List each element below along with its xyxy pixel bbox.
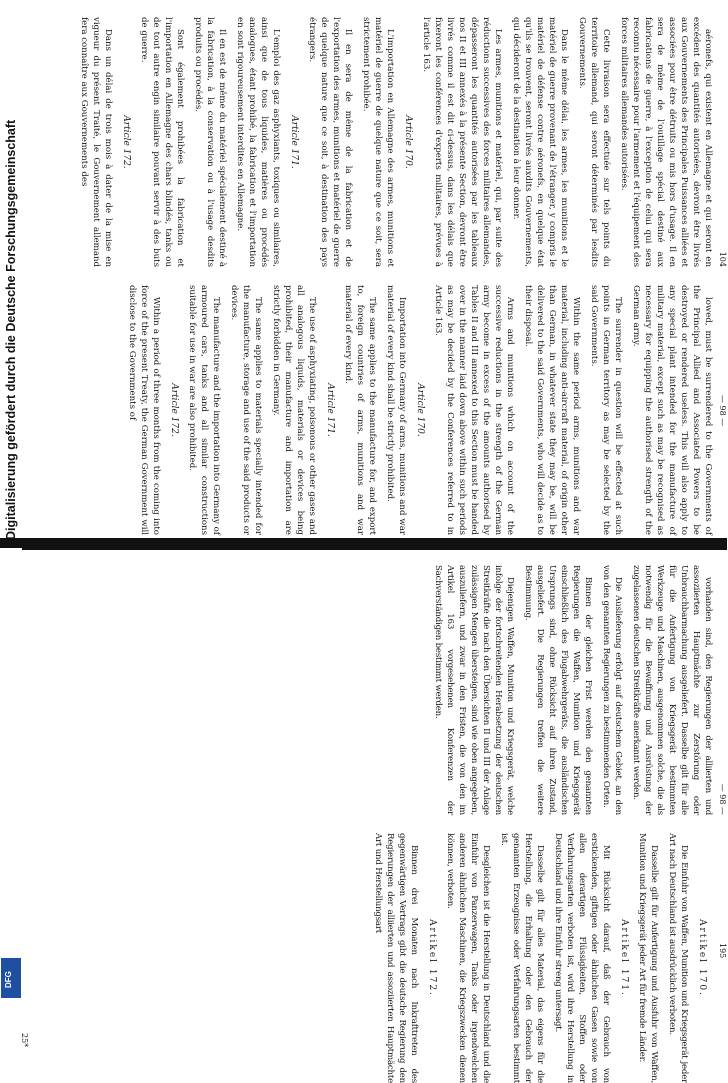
paragraph: Within a period of three months from the coming into force of the present Treaty, the German Government will disclose to the Governments of	[126, 285, 161, 535]
article-heading: Article 170.	[414, 383, 425, 437]
article-heading: Article 170.	[402, 115, 413, 169]
paragraph: Dasselbe gilt für alles Material, das eigens für die Herstellung, die Erhaltung oder den Gebrauch der genannten Erzeugnisse oder Verfahrungsarten bestimmt ist.	[498, 833, 545, 1083]
paragraph: lowed, must be surrendered to the Governments of the Principal Allied and Associated Powers to be destroyed or rendered useless. This will also apply to any special plant intended for the manufacture of military material, except such as may be recognised as necessary for equipping the authorised strength of the German army.	[630, 285, 713, 535]
paragraph: The same applies to the manufacture for, and export to, foreign countries of arms, munitions and war material of every kind.	[342, 285, 377, 535]
french-column	[14, 17, 727, 267]
top-page-spread	[0, 0, 727, 542]
paragraph: Il en est de même du matériel spécialement destiné à la fabrication, à la conservation ou à l'usage desdits produits ou procédés.	[192, 17, 227, 267]
article-heading: Article 172.	[168, 383, 179, 437]
paragraph: Binnen der gleichen Frist werden den genannten Regierungen die Waffen, Munition und Kriegsgerät einschließlich des Flugabwehrgeräts, die ausländischen Ursprungs sind, ohne Rücksicht auf ihren Zustand, ausgeliefert. Die Regierungen treffen die weitere Bestimmung.	[522, 565, 593, 815]
german-column-continued	[14, 833, 727, 1083]
paragraph: Mit Rücksicht darauf, daß der Gebrauch von erstickenden, giftigen oder ähnlichen Gasen sowie von allen derartigen Flüssigkeiten, Stoffen oder Verfahrungsarten verboten ist, wird ihre Herstellung in Deutschland und ihre Einfuhr streng untersagt.	[552, 833, 611, 1083]
page-number: 104	[717, 251, 727, 267]
page-number: 195	[717, 943, 727, 959]
paragraph: L'emploi des gaz asphyxiants, toxiques ou similaires, ainsi que de tous liquides, matières ou procédés analogues, étant prohibé, la fabrication et l'importation en sont rigoureusement interdites en Allemagne.	[234, 17, 281, 267]
paragraph: Die Einfuhr von Waffen, Munition und Kriegsgerät jeder Art nach Deutschland ist ausdrücklich verboten.	[666, 833, 689, 1083]
article-heading: Artikel 172.	[426, 919, 437, 997]
paragraph: Dans le même délai, les armes, les munitions et le matériel de guerre provenant de l'étranger, y compris le matériel de défense contre aéronefs, en quelque état qu'ils se trouvent, seront livrés auxdits Gouvernements, qui décideront de la destination à leur donner.	[510, 17, 569, 267]
paragraph: Binnen drei Monaten nach Inkrafttreten des gegenwärtigen Vertrags gibt die deutsche Regierung den Regierungen der alliierten und assoziierten Hauptmächte Art und Herstellungsart	[372, 833, 419, 1083]
paragraph: Les armes, munitions et matériel, qui, par suite des réductions successives des forces militaires allemandes, dépasseront les quantités autorisées par les tableaux nos II et III annexés à la présente Section, devront être livrés comme il est dit ci-dessus, dans les délais que fixeront les conférences d'experts militaires, prévues à l'article 163.	[420, 17, 503, 267]
paragraph: Importation into Germany of arms, munitions and war material of every kind shall be strictly prohibited.	[384, 285, 407, 535]
paragraph: L'importation en Allemagne des armes, munitions et matériel de guerre de quelque nature que ce soit, sera strictement prohibée.	[360, 17, 395, 267]
paragraph: Dans un délai de trois mois à dater de la mise en vigueur du présent Traité, le Gouvernement allemand fera connaître aux Gouvernements des	[78, 17, 113, 267]
article-heading: Artikel 171.	[618, 919, 629, 997]
english-column	[14, 285, 727, 535]
paragraph: Desgleichen ist die Herstellung in Deutschland und die Einfuhr von Panzerwagen, Tanks oder irgendwelchen anderen ähnlichen Maschinen, die Kriegszwecken dienen können, verboten.	[444, 833, 491, 1083]
paragraph: Sont également prohibées la fabrication et l'importation en Allemagne des chars blindés, tanks ou de tout autre engin similaire pouvant servir à des buts de guerre.	[138, 17, 185, 267]
digitization-sidebar	[0, 548, 22, 1000]
dfg-logo-text: DFG	[4, 971, 13, 988]
article-heading: Article 172.	[120, 115, 131, 169]
german-column	[14, 565, 727, 815]
article-heading: Artikel 170.	[696, 919, 707, 997]
top-spread-rotated-content	[14, 1, 727, 541]
paragraph: aéronefs, qui existent en Allemagne et qui seront en excédent des quantités autorisées, devront être livrés aux Gouvernements des Principales Puissances alliées et associées pour être détruits ou mis hors d'usage. Il en sera de même de l'outillage spécial destiné aux fabrications de guerre, à l'exception de celui qui sera reconnu nécessaire pour l'armement et l'équipement des forces militaires allemandes autorisées.	[618, 17, 713, 267]
article-heading: Article 171.	[324, 383, 335, 437]
page-number: — 98 —	[717, 783, 727, 815]
funding-notice: Digitalisierung gefördert durch die Deutsche Forschungsgemeinschaft	[4, 119, 18, 540]
paragraph: vorhanden sind, den Regierungen der alliierten und assoziierten Hauptmächte zur Zerstörung oder Unbrauchbarmachung ausgeliefert. Dasselbe gilt für alle für die Anfertigung von Kriegsgerät bestimmten Werkzeuge und Maschinen, ausgenommen solche, die als notwendig für die Bewaffnung und Ausrüstung der zugelassenen deutschen Streitkräfte anerkannt werden.	[630, 565, 713, 815]
signature-mark: 25*	[19, 1033, 29, 1048]
bottom-page-spread	[0, 548, 727, 1083]
paragraph: The surrender in question will be effected at such points in German territory as may be selected by the said Governments.	[588, 285, 623, 535]
paragraph: Il en sera de même de la fabrication et de l'exportation des armes, munitions et matériel de guerre de quelque nature que ce soit, à destination des pays étrangers.	[306, 17, 353, 267]
paragraph: Die Auslieferung erfolgt auf deutschem Gebiet, an den von den genannten Regierungen zu bestimmenden Orten.	[600, 565, 623, 815]
paragraph: Dasselbe gilt für Anfertigung und Ausfuhr von Waffen, Munition und Kriegsgerät jeder Art für fremde Länder.	[636, 833, 659, 1083]
paragraph: Cette livraison sera effectuée sur tels points du territoire allemand, qui seront déterminés par lesdits Gouvernements.	[576, 17, 611, 267]
paragraph: The use of asphyxiating, poisonous or other gases and all analogous liquids, materials or devices being prohibited, their manufacture and importation are strictly forbidden in Germany.	[270, 285, 317, 535]
paragraph: Within the same period arms, munitions and war material, including anti-aircraft material, of origin other than German, in whatever state they may be, will be delivered to the said Governments, who will decide as to their disposal.	[522, 285, 581, 535]
article-heading: Article 171.	[288, 115, 299, 169]
paragraph: Arms and munitions which on account of the successive reductions in the strength of the German army become in excess of the amounts authorised by Tables II and III annexed to this Section must be handed over in the manner laid down above within such periods as may be decided by the Conferences referred to in Article 163.	[432, 285, 515, 535]
paragraph: The same applies to materials specially intended for the manufacture, storage and use of the said products or devices.	[228, 285, 263, 535]
paragraph: Diejenigen Waffen, Munition und Kriegsgerät, welche infolge der fortschreitenden Herabsetzung der deutschen Streitkräfte die nach den Übersichten II und III der Anlage zulässigen Mengen übersteigen, sind wie oben angegeben, auszuliefern, und zwar in den Fristen, die von den im Artikel 163 vorgesehenen Konferenzen der Sachverständigen bestimmt werden.	[432, 565, 515, 815]
bottom-spread-rotated-content	[14, 549, 727, 1083]
page-number: — 98 —	[717, 395, 727, 427]
dfg-logo	[1, 958, 21, 998]
paragraph: The manufacture and the importation into Germany of armoured cars, tanks and all similar constructions suitable for use in war are also prohibited.	[186, 285, 221, 535]
